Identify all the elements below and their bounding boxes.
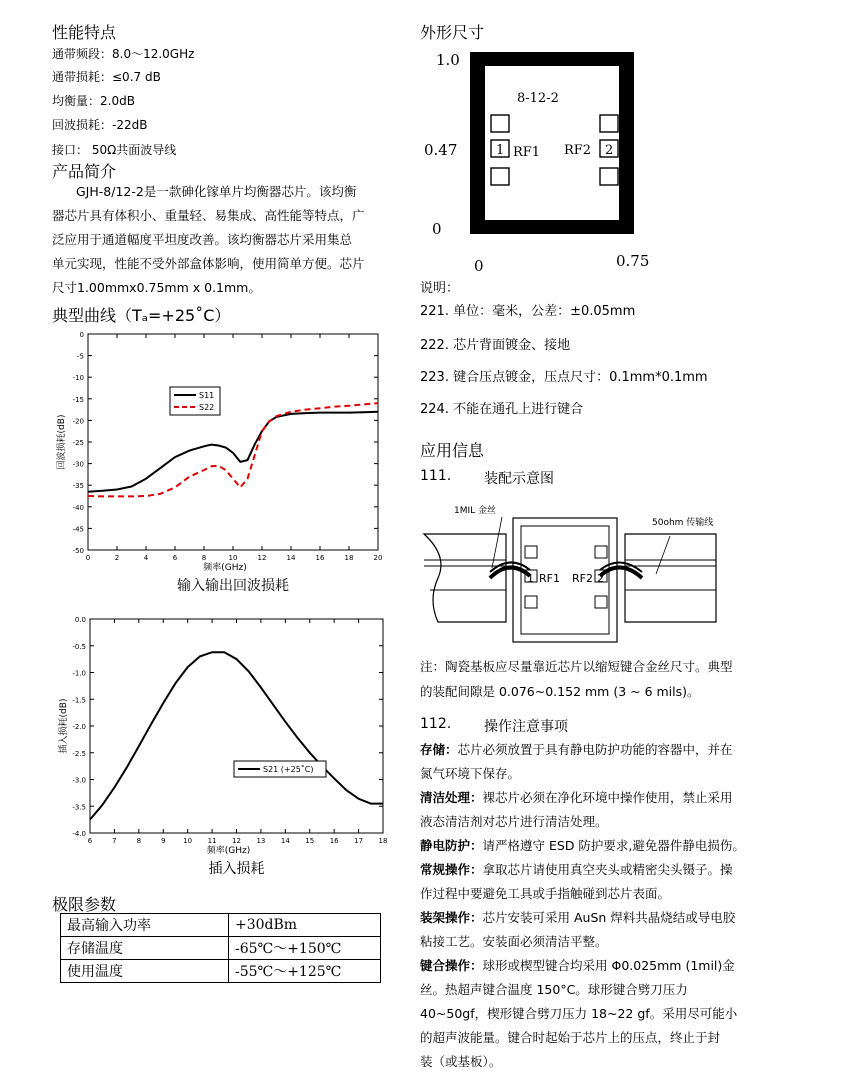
y-axis-label: 回波损耗(dB) [57, 414, 67, 470]
chip-inner [485, 66, 619, 220]
op-label: 装架操作： [420, 910, 483, 925]
x-tick-label: 8 [201, 554, 207, 562]
table-row [61, 914, 381, 937]
limits-table [60, 913, 381, 983]
op-text: 粘接工艺。安装面必须清洁平整。 [420, 934, 608, 949]
y-tick-label: 0.0 [74, 616, 86, 624]
feature-insertion-loss: 通带损耗：≤0.7 dB [52, 70, 161, 84]
y-tick-label: -1.5 [72, 696, 86, 705]
note-item: 222. 芯片背面镀金、接地 [420, 338, 571, 353]
feature-interface: 接口： 50Ω共面波导线 [52, 143, 177, 157]
series-line [88, 412, 378, 492]
op-text: 液态清洁剂对芯片进行清洁处理。 [420, 814, 608, 829]
pad1-label: 1 [527, 572, 534, 585]
intro-title: 产品简介 [52, 162, 117, 181]
chart-caption: 输入输出回波损耗 [177, 578, 289, 594]
y-tick-label: -20 [72, 417, 84, 426]
limit-param: 最高输入功率 [61, 914, 229, 937]
curves-title: 典型曲线（Tₐ=+25˚C） [52, 306, 231, 325]
note-item: 221. 单位：毫米，公差：±0.05mm [420, 304, 636, 319]
x-tick-label: 0 [85, 554, 91, 562]
x-tick-label: 7 [112, 837, 117, 845]
y-tick-label: -0.5 [72, 642, 86, 651]
series-line [90, 652, 383, 819]
x-tick-label: 13 [256, 837, 266, 845]
x-axis-label: 频率(GHz) [203, 563, 247, 573]
op-label: 清洁处理： [420, 790, 483, 805]
x-axis-label: 频率(GHz) [206, 846, 251, 856]
op-bonding [420, 954, 765, 1074]
limit-value: +30dBm [229, 914, 381, 937]
x-tick-label: 10 [183, 837, 193, 845]
y-tick-label: -3.5 [72, 803, 86, 812]
rf2-label: RF2 [564, 143, 592, 158]
x-tick-label: 12 [232, 837, 241, 845]
op-label: 常规操作： [420, 862, 483, 877]
op-label: 键合操作： [420, 958, 483, 973]
y-tick-label: -45 [72, 525, 84, 534]
x-tick-label: 14 [280, 837, 290, 845]
x-tick-label: 16 [315, 554, 325, 562]
x-tick-label: 12 [257, 554, 267, 562]
section-112-num: 112. [420, 716, 452, 732]
y-tick-label: -2.0 [72, 723, 86, 731]
x-tick-label: 9 [161, 837, 166, 845]
assembly-note: 注：陶瓷基板应尽量靠近芯片以缩短键合金丝尺寸。典型 [420, 659, 733, 674]
x-tick-label: 11 [207, 837, 217, 845]
op-text: 球形或楔型键合均采用 Φ0.025mm (1mil)金 [482, 958, 735, 973]
intro-line: 尺寸1.00mmx0.75mm x 0.1mm。 [52, 280, 261, 295]
y-tick-label: -10 [72, 374, 84, 383]
note-item: 223. 键合压点镀金，压点尺寸：0.1mm*0.1mm [420, 370, 708, 385]
app-title: 应用信息 [420, 441, 485, 460]
y-tick-label: -30 [72, 460, 84, 469]
x-tick-label: 2 [114, 554, 120, 562]
intro-line: GJH-8/12-2是一款砷化镓单片均衡器芯片。该均衡 [76, 184, 357, 199]
op-text: 请严格遵守 ESD 防护要求,避免器件静电损伤。 [482, 838, 745, 853]
y-tick-label: -5 [77, 352, 84, 361]
op-text: 氮气环境下保存。 [420, 766, 521, 781]
x-tick-label: 20 [373, 554, 383, 562]
op-label: 存储： [420, 742, 458, 757]
x-tick-label: 18 [378, 837, 388, 845]
legend-label: S22 [199, 403, 215, 412]
x-tick-label: 10 [228, 554, 238, 562]
outline-drawing [420, 44, 660, 276]
x-tick-label: 6 [87, 837, 93, 845]
limit-param: 存储温度 [61, 937, 229, 960]
assembly-diagram [420, 500, 730, 650]
y-tick-label: -2.5 [72, 749, 86, 758]
op-esd [420, 834, 765, 858]
dim-y-top: 1.0 [436, 51, 460, 69]
pad2-label: 2 [597, 572, 604, 585]
op-label: 静电防护： [420, 838, 483, 853]
y-tick-label: -1.0 [72, 669, 86, 678]
op-mounting [420, 906, 765, 954]
x-tick-label: 8 [136, 837, 142, 845]
y-tick-label: -4.0 [72, 830, 86, 838]
x-tick-label: 14 [286, 554, 296, 562]
chart-caption: 插入损耗 [208, 861, 265, 877]
op-text: 的超声波能量。键合时起始于芯片上的压点，终止于封 [420, 1030, 721, 1045]
intro-line: 器芯片具有体积小、重量轻、易集成、高性能等特点，广 [52, 208, 365, 223]
op-cleaning [420, 786, 765, 834]
limits-title: 极限参数 [52, 895, 117, 914]
legend-label: S11 [199, 391, 215, 400]
x-tick-label: 16 [329, 837, 339, 845]
line-label: 50ohm 传输线 [652, 518, 714, 528]
op-text: 拿取芯片请使用真空夹头或精密尖头镊子。操 [482, 862, 733, 877]
plot-frame [90, 619, 383, 833]
notes-title: 说明： [420, 281, 460, 296]
x-tick-label: 18 [344, 554, 354, 562]
op-text: 裸芯片必须在净化环境中操作使用，禁止采用 [482, 790, 733, 805]
right-substrate [625, 534, 716, 622]
limit-value: -55℃～+125℃ [229, 960, 381, 983]
rf2-label: RF2 [572, 572, 593, 585]
y-tick-label: -25 [72, 439, 84, 447]
assembly-note: 的装配间隙是 0.076~0.152 mm (3 ~ 6 mils)。 [420, 684, 700, 699]
y-tick-label: -35 [72, 482, 84, 491]
dim-y-bottom: 0 [432, 220, 442, 238]
x-tick-label: 17 [354, 837, 364, 845]
table-row [61, 960, 381, 983]
y-tick-label: -3.0 [72, 776, 86, 785]
rf1-label: RF1 [539, 572, 560, 585]
pad1-label: 1 [496, 143, 505, 158]
features-title: 性能特点 [52, 23, 117, 42]
section-111-title: 装配示意图 [484, 471, 554, 487]
op-text: 装（或基板）。 [420, 1054, 502, 1069]
rf1-label: RF1 [513, 145, 541, 160]
pad2-label: 2 [605, 143, 614, 158]
y-tick-label: 0 [79, 331, 84, 339]
y-tick-label: -40 [72, 503, 84, 512]
op-text: 芯片必须放置于具有静电防护功能的容器中，并在 [457, 742, 733, 757]
section-111-num: 111. [420, 468, 452, 484]
section-112-title: 操作注意事项 [484, 719, 568, 735]
op-text: 芯片安装可采用 AuSn 焊料共晶烧结或导电胶 [482, 910, 736, 925]
y-axis-label: 插入损耗(dB) [59, 698, 69, 754]
x-tick-label: 15 [305, 837, 315, 845]
insertion-loss-chart [48, 610, 393, 895]
left-substrate [424, 534, 506, 622]
table-row [61, 937, 381, 960]
y-tick-label: -50 [72, 547, 84, 555]
op-text: 作过程中要避免工具或手指触碰到芯片表面。 [420, 886, 671, 901]
op-storage [420, 738, 765, 786]
x-tick-label: 4 [143, 554, 149, 562]
note-item: 224. 不能在通孔上进行键合 [420, 402, 584, 417]
op-general [420, 858, 765, 906]
limit-value: -65℃～+150℃ [229, 937, 381, 960]
plot-frame [88, 334, 378, 550]
feature-equalization: 均衡量：2.0dB [52, 94, 135, 108]
return-loss-chart [48, 325, 393, 610]
wire-label: 1MIL 金丝 [454, 506, 497, 516]
y-tick-label: -15 [72, 395, 84, 404]
x-tick-label: 6 [172, 554, 178, 562]
feature-return-loss: 回波损耗：-22dB [52, 118, 148, 132]
dim-x-right: 0.75 [616, 252, 650, 270]
op-text: 40~50gf，楔形键合劈刀压力 18~22 gf。采用尽可能小 [420, 1006, 738, 1021]
feature-passband: 通带频段：8.0～12.0GHz [52, 47, 195, 61]
outline-title: 外形尺寸 [420, 23, 485, 42]
legend-label: S21 (+25˚C) [263, 765, 314, 774]
intro-line: 单元实现，性能不受外部盒体影响，使用简单方便。芯片 [52, 256, 365, 271]
chip-inner [521, 526, 609, 634]
op-text: 丝。热超声键合温度 150°C。球形键合劈刀压力 [420, 982, 688, 997]
chip-code: 8-12-2 [517, 91, 559, 106]
dim-y-mid: 0.47 [424, 141, 458, 159]
limit-param: 使用温度 [61, 960, 229, 983]
dim-x-left: 0 [474, 257, 484, 275]
intro-line: 泛应用于通道幅度平坦度改善。该均衡器芯片采用集总 [52, 232, 353, 247]
series-line [88, 403, 378, 496]
